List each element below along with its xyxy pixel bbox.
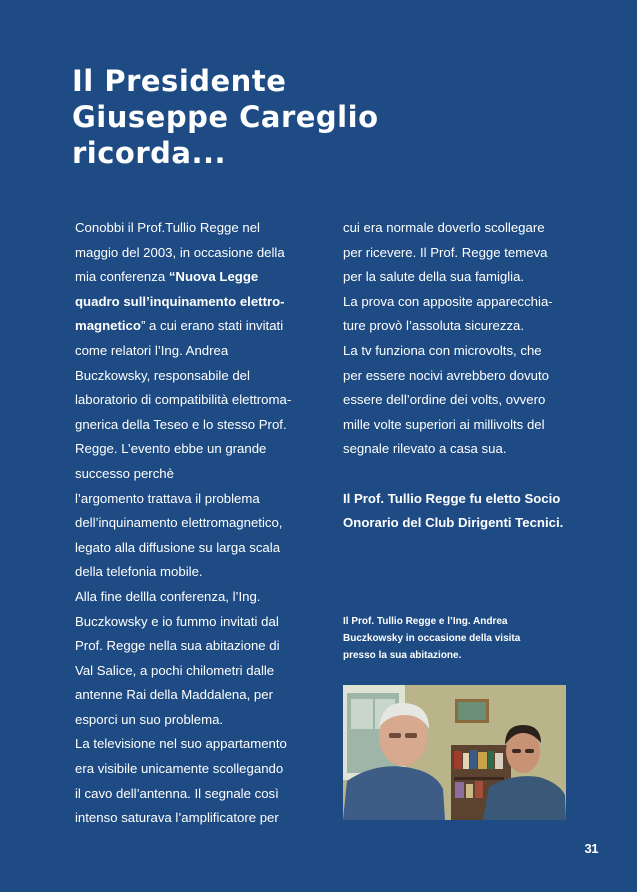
highlight-bold: Onorario del Club Dirigenti Tecnici. — [343, 515, 564, 531]
text-line: per essere nocivi avrebbero dovuto — [343, 367, 549, 383]
highlight-bold: Il Prof. Tullio Regge fu eletto Socio — [343, 490, 561, 506]
text-span: ” a cui erano stati invitati — [140, 318, 284, 334]
page-number: 31 — [584, 841, 598, 856]
text-line: era visibile unicamente scollegando — [75, 761, 284, 777]
text-line: cui era normale doverlo scollegare — [343, 220, 545, 235]
text-span: mia conferenza — [75, 269, 169, 285]
conference-title-bold: magnetico — [75, 318, 141, 334]
text-line: Regge. L’evento ebbe un grande — [75, 441, 267, 457]
highlight-line — [343, 487, 593, 512]
text-line: gnerica della Teseo e lo stesso Prof. — [75, 416, 287, 432]
photo — [343, 685, 566, 820]
highlight-line — [343, 511, 593, 536]
text-line: Buczkowsky, responsabile del — [75, 367, 250, 383]
caption-line: Buczkowsky in occasione della visita — [343, 633, 521, 644]
text-line: La prova con apposite apparecchia- — [343, 293, 553, 309]
text-line: successo perchè — [75, 465, 174, 481]
title-line: Il Presidente — [72, 64, 287, 98]
text-line: antenne Rai della Maddalena, per — [75, 687, 273, 703]
caption-line: Il Prof. Tullio Regge e l’Ing. Andrea — [343, 616, 508, 627]
title-line: ricorda... — [72, 136, 227, 170]
text-line: ture provò l’assoluta sicurezza. — [343, 318, 525, 334]
text-line: per ricevere. Il Prof. Regge temeva — [343, 244, 548, 260]
text-line: Buczkowsky e io fummo invitati dal — [75, 613, 279, 629]
conference-title-bold: “Nuova Legge — [168, 269, 259, 285]
right-column-text — [343, 216, 593, 536]
title-line: Giuseppe Careglio — [72, 100, 379, 134]
text-line: come relatori l’Ing. Andrea — [75, 342, 229, 358]
text-line: essere dell’ordine dei volts, ovvero — [343, 392, 546, 408]
text-line: La tv funziona con microvolts, che — [343, 342, 542, 358]
text-line: Alla fine dellla conferenza, l’Ing. — [75, 588, 261, 604]
text-line: segnale rilevato a casa sua. — [343, 441, 507, 457]
text-line: Conobbi il Prof.Tullio Regge nel — [75, 220, 260, 235]
page-title — [72, 63, 572, 171]
text-line: l’argomento trattava il problema — [75, 490, 260, 506]
caption-line: presso la sua abitazione. — [343, 650, 462, 661]
photo-caption — [343, 613, 583, 664]
text-line: esporci un suo problema. — [75, 711, 224, 727]
text-line: mille volte superiori ai millivolts del — [343, 416, 545, 432]
text-line: laboratorio di compatibilità elettroma- — [75, 392, 292, 408]
photo-illustration — [343, 685, 566, 820]
text-line: dell’inquinamento elettromagnetico, — [75, 515, 283, 531]
text-line: il cavo dell’antenna. Il segnale così — [75, 785, 279, 801]
text-line: maggio del 2003, in occasione della — [75, 244, 285, 260]
text-line: legato alla diffusione su larga scala — [75, 539, 281, 555]
text-line: della telefonia mobile. — [75, 564, 203, 580]
text-line: Prof. Regge nella sua abitazione di — [75, 638, 280, 654]
text-line: per la salute della sua famiglia. — [343, 269, 525, 285]
text-line — [75, 314, 325, 339]
conference-title-bold: quadro sull’inquinamento elettro- — [75, 293, 285, 309]
text-line: Val Salice, a pochi chilometri dalle — [75, 662, 275, 678]
text-line — [75, 290, 325, 315]
text-line: La televisione nel suo appartamento — [75, 736, 287, 752]
paragraph-gap — [343, 462, 593, 487]
text-line — [75, 265, 325, 290]
left-column-text — [75, 216, 325, 831]
text-line: intenso saturava l’amplificatore per — [75, 810, 279, 826]
